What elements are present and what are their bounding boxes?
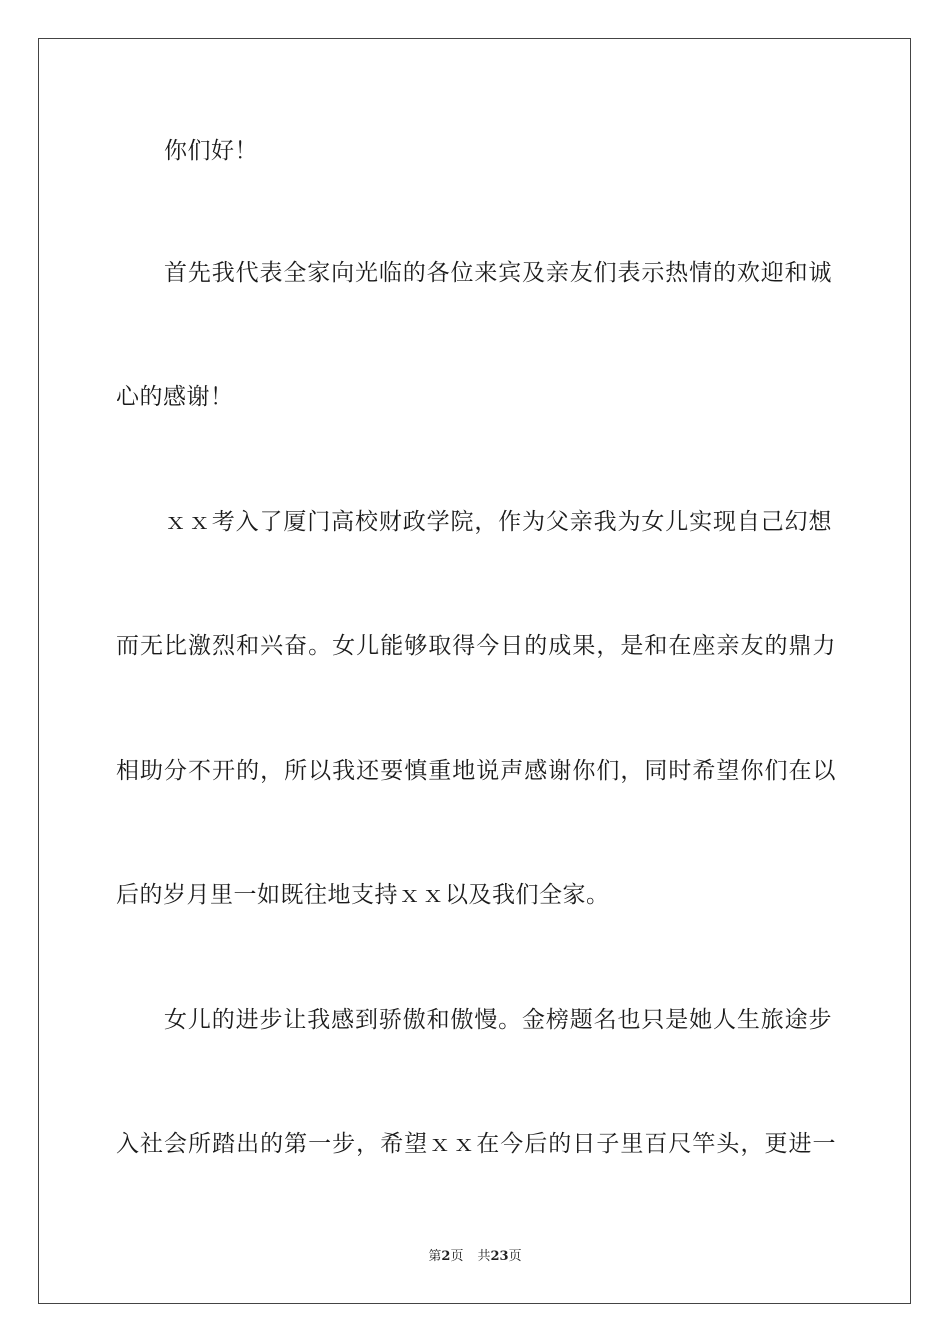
paragraph-1-line-2: 心的感谢！ (116, 384, 234, 410)
page-footer (0, 1247, 950, 1267)
footer-total-pages: 23 (490, 1249, 509, 1264)
paragraph-3-line-1: 女儿的进步让我感到骄傲和傲慢。金榜题名也只是她人生旅途步 (164, 1007, 832, 1033)
paragraph-3-line-2: 入社会所踏出的第一步，希望ｘｘ在今后的日子里百尺竿头，更进一 (116, 1131, 836, 1157)
paragraph-2-line-1: ｘｘ考入了厦门高校财政学院，作为父亲我为女儿实现自己幻想 (164, 509, 832, 535)
paragraph-2-line-4: 后的岁月里一如既往地支持ｘｘ以及我们全家。 (116, 882, 610, 908)
greeting-line: 你们好！ (164, 138, 258, 164)
paragraph-2-line-3: 相助分不开的，所以我还要慎重地说声感谢你们，同时希望你们在以 (116, 758, 836, 784)
footer-total-suffix: 页 (508, 1249, 522, 1264)
footer-page-prefix: 第 (428, 1249, 442, 1264)
footer-page-number: 2 (441, 1249, 451, 1264)
footer-page-suffix: 页 (450, 1249, 464, 1264)
paragraph-1-line-1: 首先我代表全家向光临的各位来宾及亲友们表示热情的欢迎和诚 (164, 260, 832, 286)
paragraph-2-line-2: 而无比激烈和兴奋。女儿能够取得今日的成果，是和在座亲友的鼎力 (116, 633, 836, 659)
page-border (38, 38, 911, 1304)
footer-total-prefix: 共 (477, 1249, 491, 1264)
